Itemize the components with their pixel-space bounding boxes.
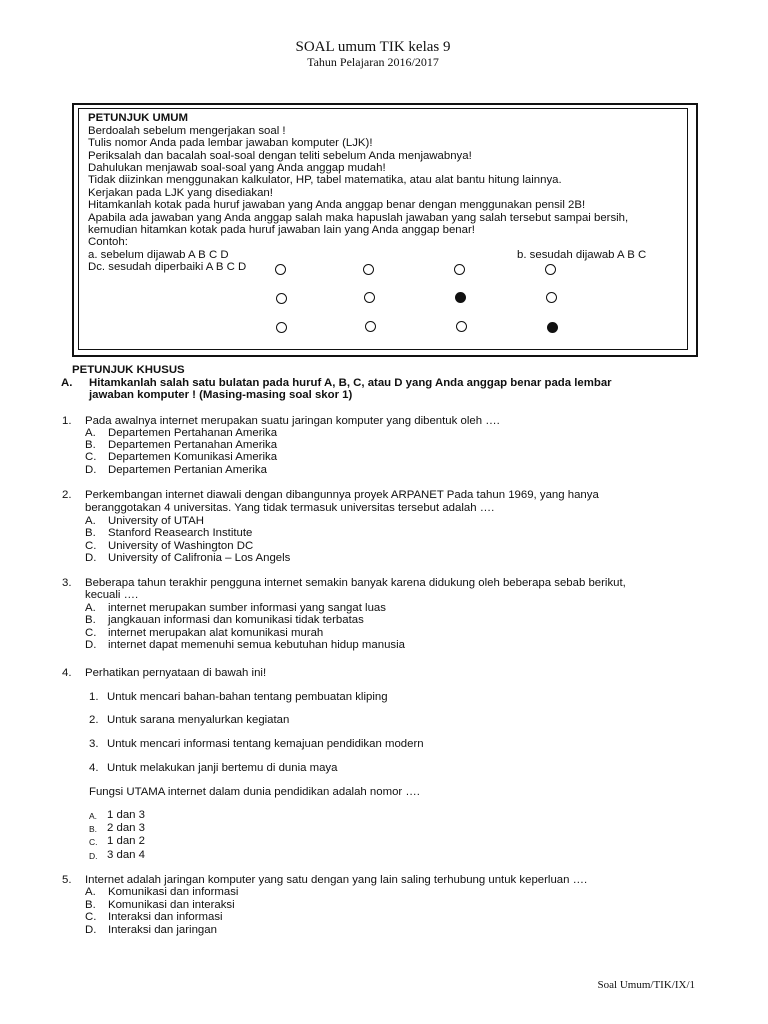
option-text: Interaksi dan informasi (108, 911, 223, 923)
question-text: Beberapa tahun terakhir pengguna internet semakin banyak karena didukung oleh beberapa sebab berikut, (85, 577, 626, 589)
question-number: 4. (62, 667, 72, 679)
example-bubble-filled (455, 292, 466, 303)
option-text: Komunikasi dan interaksi (108, 899, 235, 911)
instruction-line: kemudian hitamkan kotak pada huruf jawaban lain yang Anda anggap benar! (88, 224, 475, 236)
option-label: A. (85, 886, 96, 898)
statement-label: 2. (89, 714, 99, 726)
example-bubble-empty (546, 292, 557, 303)
question-number: 2. (62, 489, 72, 501)
instruction-line: Apabila ada jawaban yang Anda anggap salah maka hapuslah jawaban yang salah tersebut sampai bersih, (88, 212, 629, 224)
option-text: University of Washington DC (108, 540, 254, 552)
option-text: Interaksi dan jaringan (108, 924, 217, 936)
instruction-line: Tulis nomor Anda pada lembar jawaban komputer (LJK)! (88, 137, 373, 149)
option-label: B. (85, 527, 96, 539)
option-label: D. (89, 851, 98, 861)
page-footer: Soal Umum/TIK/IX/1 (597, 979, 695, 991)
option-label: A. (89, 811, 98, 821)
petunjuk-khusus-line: Hitamkanlah salah satu bulatan pada huruf A, B, C, atau D yang Anda anggap benar pada lembar (89, 377, 612, 389)
instruction-line: Periksalah dan bacalah soal-soal dengan teliti sebelum Anda menjawabnya! (88, 150, 472, 162)
page-subtitle: Tahun Pelajaran 2016/2017 (307, 55, 439, 69)
petunjuk-khusus-heading: PETUNJUK KHUSUS (72, 364, 185, 376)
example-a-label: a. sebelum dijawab A B C D (88, 249, 229, 261)
option-text: jangkauan informasi dan komunikasi tidak terbatas (108, 614, 364, 626)
question-number: 1. (62, 415, 72, 427)
example-bubble-empty (363, 264, 374, 275)
instruction-line: Berdoalah sebelum mengerjakan soal ! (88, 125, 286, 137)
statement-label: 3. (89, 738, 99, 750)
petunjuk-umum-heading: PETUNJUK UMUM (88, 112, 188, 124)
example-d-label: Dc. sesudah diperbaiki A B C D (88, 261, 247, 273)
instruction-line: Hitamkanlah kotak pada huruf jawaban yang Anda anggap benar dengan menggunakan pensil 2B! (88, 199, 586, 211)
option-label: D. (85, 924, 97, 936)
option-text: Departemen Pertanahan Amerika (108, 439, 278, 451)
petunjuk-khusus-line: jawaban komputer ! (Masing-masing soal skor 1) (89, 389, 353, 401)
question-number: 3. (62, 577, 72, 589)
petunjuk-khusus-a-label: A. (61, 377, 73, 389)
example-bubble-empty (454, 264, 465, 275)
option-label: D. (85, 552, 97, 564)
option-text: 2 dan 3 (107, 822, 146, 834)
question-text: beranggotakan 4 universitas. Yang tidak termasuk universitas tersebut adalah …. (85, 502, 495, 514)
example-bubble-empty (275, 264, 286, 275)
option-text: internet merupakan alat komunikasi murah (108, 627, 324, 639)
option-text: Departemen Pertahanan Amerika (108, 427, 278, 439)
question-text: Perhatikan pernyataan di bawah ini! (85, 667, 267, 679)
statement-label: 4. (89, 762, 99, 774)
instruction-line: Contoh: (88, 236, 128, 248)
option-text: internet dapat memenuhi semua kebutuhan hidup manusia (108, 639, 405, 651)
option-text: University of Califronia – Los Angels (108, 552, 291, 564)
option-text: internet merupakan sumber informasi yang sangat luas (108, 602, 386, 614)
instruction-line: Tidak diizinkan menggunakan kalkulator, HP, tabel matematika, atau alat bantu hitung lainnya. (88, 174, 562, 186)
option-text: 1 dan 2 (107, 835, 146, 847)
option-text: Departemen Pertanian Amerika (108, 464, 267, 476)
statement-text: Untuk melakukan janji bertemu di dunia maya (107, 762, 338, 774)
option-text: 1 dan 3 (107, 809, 146, 821)
page-title: SOAL umum TIK kelas 9 (295, 39, 451, 55)
question-text: Pada awalnya internet merupakan suatu jaringan komputer yang dibentuk oleh …. (85, 415, 500, 427)
option-label: C. (85, 451, 97, 463)
question-text: Internet adalah jaringan komputer yang satu dengan yang lain saling terhubung untuk keperluan …. (85, 874, 588, 886)
instruction-line: Dahulukan menjawab soal-soal yang Anda anggap mudah! (88, 162, 386, 174)
option-text: Komunikasi dan informasi (108, 886, 239, 898)
option-label: C. (85, 911, 97, 923)
option-label: A. (85, 515, 96, 527)
statement-text: Untuk mencari bahan-bahan tentang pembuatan kliping (107, 691, 388, 703)
example-bubble-empty (276, 322, 287, 333)
option-text: University of UTAH (108, 515, 204, 527)
option-text: Stanford Reasearch Institute (108, 527, 253, 539)
example-bubble-empty (365, 321, 376, 332)
option-label: B. (89, 824, 98, 834)
statement-text: Untuk sarana menyalurkan kegiatan (107, 714, 290, 726)
example-bubble-empty (545, 264, 556, 275)
question-number: 5. (62, 874, 72, 886)
option-label: C. (89, 837, 98, 847)
option-label: C. (85, 627, 97, 639)
option-label: B. (85, 614, 96, 626)
example-bubble-empty (276, 293, 287, 304)
option-label: A. (85, 602, 96, 614)
example-b-label: b. sesudah dijawab A B C (517, 249, 647, 261)
option-text: 3 dan 4 (107, 849, 146, 861)
statement-label: 1. (89, 691, 99, 703)
question-text: Perkembangan internet diawali dengan dibangunnya proyek ARPANET Pada tahun 1969, yang hanya (85, 489, 599, 501)
example-bubble-empty (456, 321, 467, 332)
option-text: Departemen Komunikasi Amerika (108, 451, 278, 463)
instruction-line: Kerjakan pada LJK yang disediakan! (88, 187, 273, 199)
option-label: B. (85, 439, 96, 451)
option-label: D. (85, 464, 97, 476)
option-label: B. (85, 899, 96, 911)
option-label: A. (85, 427, 96, 439)
option-label: C. (85, 540, 97, 552)
statement-text: Untuk mencari informasi tentang kemajuan pendidikan modern (107, 738, 424, 750)
option-label: D. (85, 639, 97, 651)
example-bubble-empty (364, 292, 375, 303)
example-bubble-filled (547, 322, 558, 333)
question-prompt: Fungsi UTAMA internet dalam dunia pendidikan adalah nomor …. (89, 786, 420, 798)
question-text: kecuali …. (85, 589, 139, 601)
